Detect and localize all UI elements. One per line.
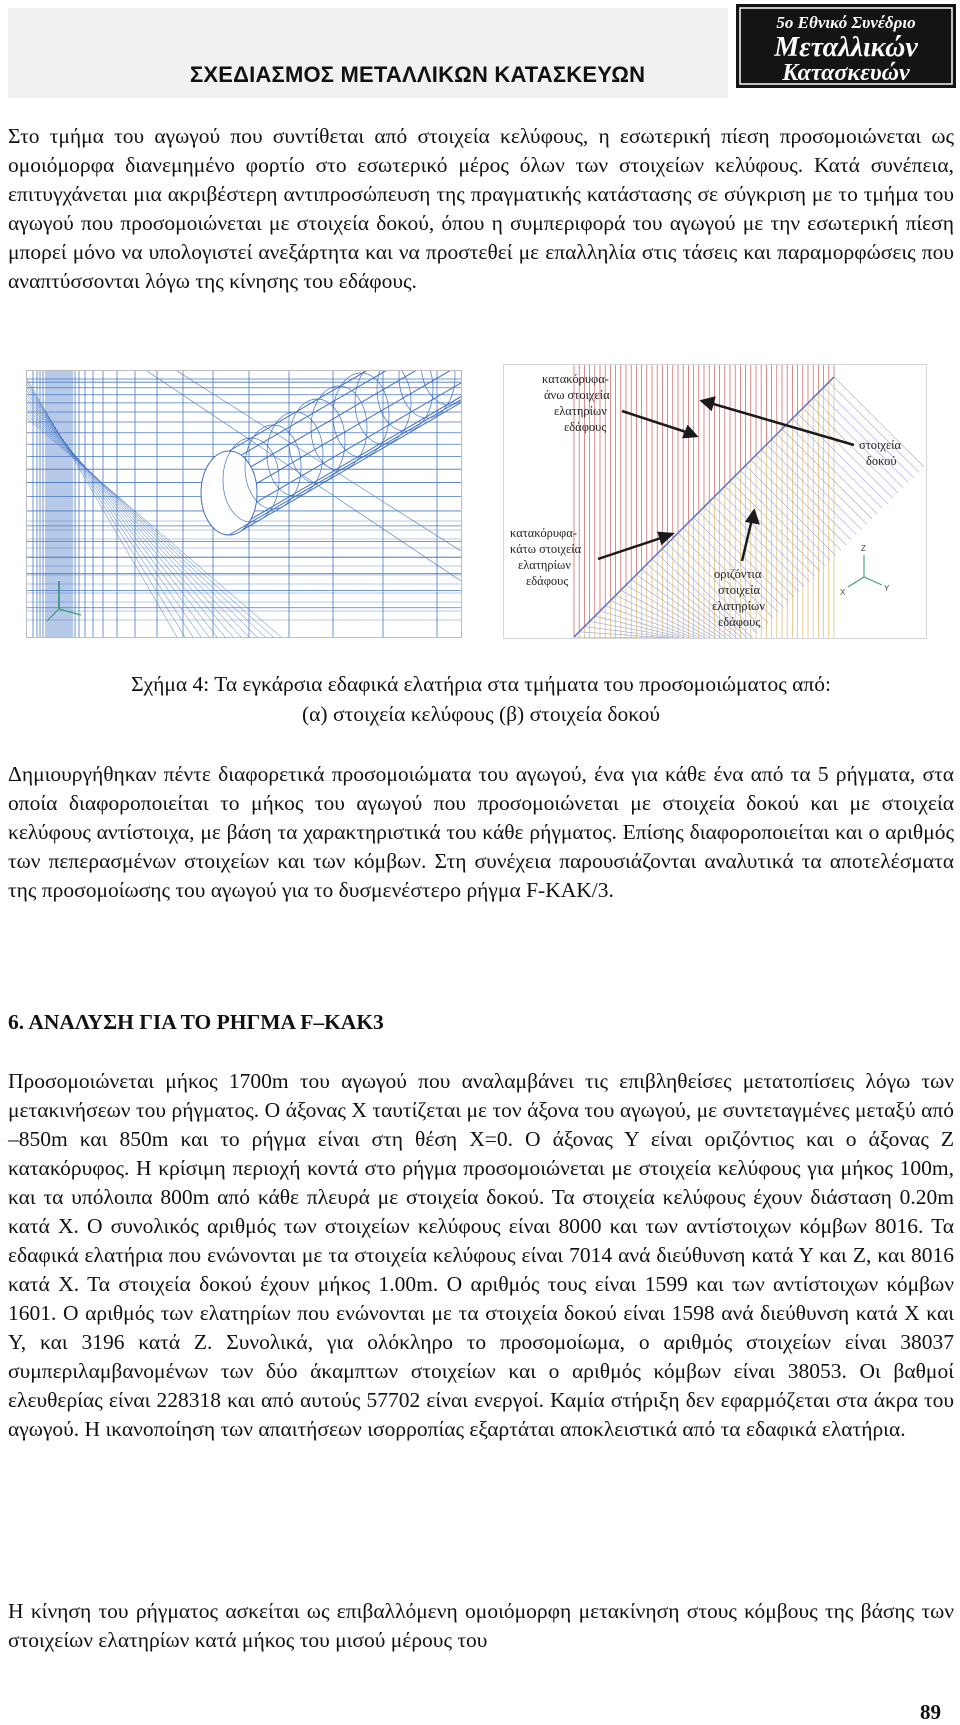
label-horizontal-2: στοιχεία [718, 583, 761, 597]
logo-line-1: 5ο Εθνικό Συνέδριο [776, 13, 916, 32]
label-upper-1: κατακόρυφα- [542, 372, 609, 386]
label-lower-4: εδάφους [526, 574, 569, 588]
label-lower-3: ελατηρίων [518, 558, 571, 572]
label-lower-1: κατακόρυφα- [510, 526, 577, 540]
label-beam-elements [859, 438, 902, 468]
label-horizontal-1: οριζόντια [714, 567, 762, 581]
caption-line-1: Σχήμα 4: Τα εγκάρσια εδαφικά ελατήρια στα τμήματα του προσομοιώματος από: [131, 672, 831, 696]
figure-caption [8, 669, 954, 729]
axis-label-y: Y [884, 584, 890, 593]
figure-shell-elements [26, 370, 462, 638]
section-heading: 6. ΑΝΑΛΥΣΗ ΓΙΑ ΤΟ ΡΗΓΜΑ F–KAK3 [8, 1010, 384, 1034]
page-number: 89 [920, 1700, 941, 1724]
axis-triad-b [848, 555, 882, 587]
paragraph-analysis: Προσομοιώνεται μήκος 1700m του αγωγού που αναλαμβάνει τις επιβληθείσες μετατοπίσεις λόγω των μετακινήσεων του ρήγματος. Ο άξονας Χ ταυτίζεται με τον άξονα του αγωγού, με συντεταγμένες μεταξύ από –850m και 850m και το ρήγμα είναι στη θέση Χ=0. Ο άξονας Υ είναι οριζόντιος και ο άξονας Ζ κατακόρυφος. Η κρίσιμη περιοχή κοντά στο ρήγμα προσομοιώνεται με στοιχεία κελύφους για μήκος 100m, και τα υπόλοιπα 800m από κάθε πλευρά με στοιχεία δοκού. Τα στοιχεία κελύφους έχουν διάσταση 0.20m κατά Χ. Ο συνολικός αριθμός των στοιχείων κελύφους είναι 8000 και των αντίστοιχων κόμβων 8016. Τα εδαφικά ελατήρια που ενώνονται με τα στοιχεία κελύφους είναι 7014 ανά διεύθυνση κατά Υ και Ζ, και 8016 κατά Χ. Τα στοιχεία δοκού έχουν μήκος 1.00m. Ο αριθμός τους είναι 1599 και των αντίστοιχων κόμβων 1601. Ο αριθμός των ελατηρίων που ενώνονται με τα στοιχεία δοκού είναι 1598 ανά διεύθυνση κατά Χ και Υ, και 3196 κατά Ζ. Συνολικά, για ολόκληρο το προσομοίωμα, ο αριθμός στοιχείων είναι 38037 συμπεριλαμβανομένων των δύο άκαμπτων στοιχείων και ο αριθμός κόμβων είναι 38053. Οι βαθμοί ελευθερίας είναι 228318 και από αυτούς 57702 είναι ενεργοί. Καμία στήριξη δεν εφαρμόζεται στα άκρα του αγωγού. Η ικανοποίηση των απαιτήσεων ισορροπίας εξαρτάται αποκλειστικά από τα εδαφικά ελατήρια. [8, 1069, 954, 1441]
axis-label-z: Z [861, 544, 866, 553]
label-upper-2: άνω στοιχεία [544, 388, 610, 402]
label-upper-3: ελατηρίων [554, 404, 607, 418]
label-lower-2: κάτω στοιχεία [510, 542, 582, 556]
caption-line-2: (α) στοιχεία κελύφους (β) στοιχεία δοκού [302, 702, 660, 726]
header-title: ΣΧΕΔΙΑΣΜΟΣ ΜΕΤΑΛΛΙΚΩΝ ΚΑΤΑΣΚΕΥΩΝ [190, 62, 646, 87]
label-horizontal-springs [712, 567, 765, 629]
label-beam-1: στοιχεία [859, 438, 902, 452]
conference-logo [736, 4, 956, 88]
axis-label-x: X [840, 588, 846, 597]
paragraph-fault-motion: Η κίνηση του ρήγματος ασκείται ως επιβαλλόμενη ομοιόμορφη μετακίνηση στους κόμβους της βάσης των στοιχείων ελατηρίων κατά μήκος του μισού μέρους του [8, 1599, 954, 1652]
logo-line-2: Μεταλλικών [774, 32, 918, 63]
paragraph-models: Δημιουργήθηκαν πέντε διαφορετικά προσομοιώματα του αγωγού, ένα για κάθε ένα από τα 5 ρήγματα, στα οποία διαφοροποιείται το μήκος του αγωγού που προσομοιώνεται με στοιχεία δοκού και με στοιχεία κελύφους αντίστοιχα, με βάση τα χαρακτηριστικά του κάθε ρήγματος. Επίσης διαφοροποιείται και ο αριθμός των πεπερασμένων στοιχείων και των κόμβων. Στη συνέχεια παρουσιάζονται αναλυτικά τα αποτελέσματα της προσομοίωσης του αγωγού για το δυσμενέστερο ρήγμα F-KAK/3. [8, 762, 954, 902]
paragraph-internal-pressure: Στο τμήμα του αγωγού που συντίθεται από στοιχεία κελύφους, η εσωτερική πίεση προσομοιώνεται ως ομοιόμορφα διανεμημένο φορτίο στο εσωτερικό μέρος όλων των στοιχείων κελύφους. Κατά συνέπεια, επιτυγχάνεται μια ακριβέστερη αντιπροσώπευση της πραγματικής κατάστασης σε σύγκριση με το τμήμα του αγωγού που προσομοιώνεται με στοιχεία δοκού, όπου η συμπεριφορά του αγωγού με την εσωτερική πίεση μπορεί μόνο να υπολογιστεί ανεξάρτητα και να προστεθεί με επαλληλία στις τάσεις και παραμορφώσεις που αναπτύσσονται λόγω της κίνησης του εδάφους. [8, 124, 954, 293]
label-horizontal-3: ελατηρίων [712, 599, 765, 613]
label-beam-2: δοκού [866, 454, 897, 468]
page-header [0, 0, 960, 100]
logo-line-3: Κατασκευών [782, 60, 910, 86]
label-upper-4: εδάφους [564, 420, 607, 434]
label-lower-springs [510, 526, 582, 588]
figure-beam-elements [503, 364, 927, 639]
label-horizontal-4: εδάφους [718, 615, 761, 629]
